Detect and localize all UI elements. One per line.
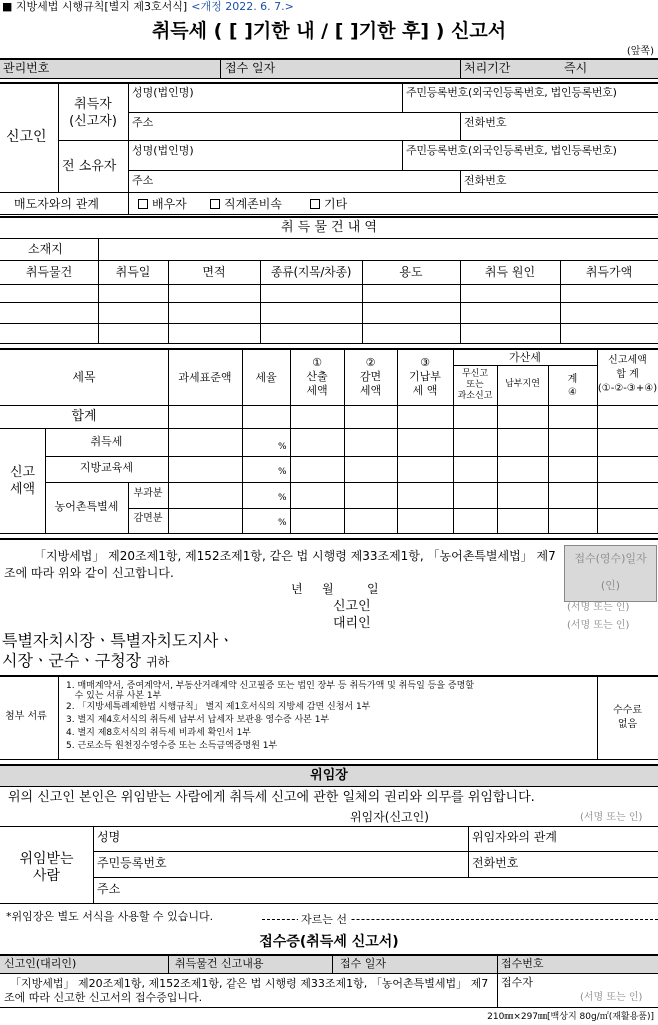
relation-checkbox-spouse[interactable]: 배우자: [138, 198, 187, 210]
tax-col-sum: 계 ④: [567, 374, 578, 398]
delegator-label: 위임자(신고인): [350, 810, 429, 824]
management-number-label: 관리번호: [3, 61, 50, 75]
col-area: 면적: [202, 265, 226, 279]
col-use: 용도: [399, 265, 423, 279]
declaration-text: 「지방세법」 제20조제1항, 제152조제1항, 같은 법 시행령 제33조제1항, 「농어촌특별세법」 제7조에 따라 위와 같이 신고합니다.: [4, 549, 556, 580]
processing-immediate: 즉시: [564, 61, 588, 75]
tax-rate-percent: %: [278, 518, 287, 528]
tax-rate-percent: %: [278, 493, 287, 503]
previous-owner-regno-field[interactable]: 주민등록번호(외국인등록번호, 법인등록번호): [406, 144, 617, 157]
delegate-phone-field[interactable]: 전화번호: [472, 856, 519, 870]
receipt-title: 접수증(취득세 신고서): [259, 934, 399, 950]
delegation-title: 위임장: [310, 768, 348, 783]
col-price: 취득가액: [585, 265, 633, 279]
front-side-label: (앞쪽): [626, 46, 654, 57]
receipt-col-number: 접수번호: [501, 957, 544, 970]
delegate-section-label: 위임받는 사람: [19, 851, 74, 884]
acquirer-name-field[interactable]: 성명(법인명): [132, 86, 194, 99]
relation-checkbox-other[interactable]: 기타: [310, 198, 347, 210]
tax-col-penalty: 가산세: [509, 351, 541, 364]
addressee-suffix: 귀하: [146, 655, 170, 669]
seller-relation-label: 매도자와의 관계: [14, 197, 99, 211]
declaration-reporter: 신고인: [333, 599, 371, 614]
paper-spec-footer: 210㎜×297㎜[백상지 80g/㎡(재활용품)]: [487, 1012, 654, 1022]
col-cause: 취득 원인: [484, 265, 536, 279]
acquirer-label: 취득자 (신고자): [69, 97, 117, 129]
previous-owner-name-field[interactable]: 성명(법인명): [132, 144, 194, 157]
checkbox-icon: [138, 199, 148, 209]
relation-checkbox-lineal[interactable]: 직계존비속: [210, 198, 282, 210]
tax-section-label: 신고 세액: [9, 465, 36, 497]
acquirer-address-field[interactable]: 주소: [132, 116, 154, 129]
tax-col-base: 과세표준액: [178, 371, 232, 384]
declaration-agent: 대리인: [333, 616, 371, 631]
receipt-header-row: [0, 954, 658, 973]
tax-col-calc: ① 산출 세액: [306, 356, 328, 397]
addressee-line1: 특별자치시장ㆍ특별자치도지사ㆍ: [2, 631, 234, 650]
tax-col-item: 세목: [72, 370, 96, 384]
attachments-label: 첨부 서류: [5, 711, 47, 722]
attachment-item-1: 1. 매매계약서, 증여계약서, 부동산거래계약 신고필증 또는 법인 장부 등 취득가액 및 취득일 등을 증명할 수 있는 서류 사본 1부: [66, 681, 474, 701]
acquirer-phone-field[interactable]: 전화번호: [464, 116, 507, 129]
attachment-item-5: 5. 근로소득 원천징수영수증 또는 소득금액증명원 1부: [66, 741, 278, 751]
receipt-text: 「지방세법」 제20조제1항, 제152조제1항, 같은 법 시행령 제33조제1항, 「농어촌특별세법」 제7조에 따라 신고한 신고서의 접수증입니다.: [4, 977, 489, 1004]
tax-row-acquisition: 취득세: [90, 435, 123, 448]
form-title: 취득세 ( [ ]기한 내 / [ ]기한 후] ) 신고서: [151, 20, 507, 42]
delegation-note: *위임장은 별도 서식을 사용할 수 있습니다.: [6, 910, 214, 923]
receipt-date-label: 접수 일자: [225, 61, 276, 75]
previous-owner-label: 전 소유자: [62, 159, 117, 174]
revision-date: <개정 2022. 6. 7.>: [191, 0, 294, 13]
form-reference: ■ 지방세법 시행규칙[별지 제3호서식] <개정 2022. 6. 7.>: [2, 0, 294, 13]
delegator-sign[interactable]: (서명 또는 인): [580, 812, 643, 823]
processing-period-label: 처리기간: [464, 61, 511, 75]
tax-col-reduction: ② 감면 세액: [359, 356, 382, 397]
col-property: 취득물건: [25, 265, 73, 279]
declaration-day: 일: [367, 582, 379, 596]
tax-row-education: 지방교육세: [79, 461, 134, 474]
delegation-text: 위의 신고인 본인은 위임받는 사람에게 취득세 신고에 관한 일체의 권리와 의무를 위임합니다.: [8, 790, 535, 805]
reporter-section-label: 신고인: [6, 129, 47, 145]
previous-owner-address-field[interactable]: 주소: [132, 174, 154, 187]
tax-sub-levied: 부과분: [133, 488, 163, 499]
attachment-item-3: 3. 별지 제4호서식의 취득세 납부서 납세자 보관용 영수증 사본 1부: [66, 715, 330, 725]
tax-rate-percent: %: [278, 467, 287, 477]
tax-total-row: 합계: [71, 409, 97, 424]
attachment-item-2: 2. 「지방세특례제한법 시행규칙」 별지 제1호서식의 지방세 감면 신청서 1부: [66, 702, 371, 712]
col-acq-date: 취득일: [115, 265, 151, 279]
receipt-col-date: 접수 일자: [340, 957, 387, 970]
delegate-address-field[interactable]: 주소: [97, 882, 121, 896]
reporter-sign[interactable]: (서명 또는 인): [567, 602, 630, 613]
tax-row-special: 농어촌특별세: [54, 500, 119, 513]
agent-sign[interactable]: (서명 또는 인): [567, 620, 630, 631]
receipt-stamp-label: 접수(영수)일자: [574, 552, 647, 565]
declaration-month: 월: [322, 582, 334, 596]
cut-line-label: 자르는 선: [298, 914, 350, 925]
previous-owner-phone-field[interactable]: 전화번호: [464, 174, 507, 187]
addressee-line2: 시장ㆍ군수ㆍ구청장 귀하: [2, 651, 170, 670]
location-label: 소재지: [28, 242, 63, 256]
attachment-item-4: 4. 별지 제8호서식의 취득세 비과세 확인서 1부: [66, 728, 252, 738]
tax-col-total: 신고세액 합 계 (①-②-③+④): [597, 355, 658, 394]
delegate-name-field[interactable]: 성명: [97, 830, 121, 844]
delegate-relation-field[interactable]: 위임자와의 관계: [472, 830, 557, 844]
property-section-title: 취 득 물 건 내 역: [280, 220, 377, 235]
management-row: [0, 58, 658, 78]
tax-rate-percent: %: [278, 442, 287, 452]
receipt-col-reporter: 신고인(대리인): [4, 957, 77, 970]
tax-col-late: 납부지연: [505, 379, 540, 389]
tax-col-nonreport: 무신고 또는 과소신고: [457, 369, 493, 401]
tax-col-prepaid: ③ 기납부 세 액: [409, 356, 441, 397]
receipt-col-object: 취득물건 신고내용: [175, 957, 264, 970]
tax-sub-reduced: 감면분: [133, 513, 163, 524]
receipt-stamp-seal: (인): [600, 579, 621, 592]
fee-label: 수수료 없음: [613, 705, 642, 730]
checkbox-icon: [310, 199, 320, 209]
checkbox-icon: [210, 199, 220, 209]
receiver-sign[interactable]: (서명 또는 인): [580, 992, 643, 1003]
col-kind: 종류(지목/차종): [270, 265, 352, 279]
declaration-year: 년: [291, 582, 303, 596]
acquirer-regno-field[interactable]: 주민등록번호(외국인등록번호, 법인등록번호): [406, 86, 617, 99]
tax-col-rate: 세율: [255, 371, 277, 384]
receipt-receiver: 접수자: [501, 976, 533, 989]
delegate-regno-field[interactable]: 주민등록번호: [97, 856, 167, 870]
